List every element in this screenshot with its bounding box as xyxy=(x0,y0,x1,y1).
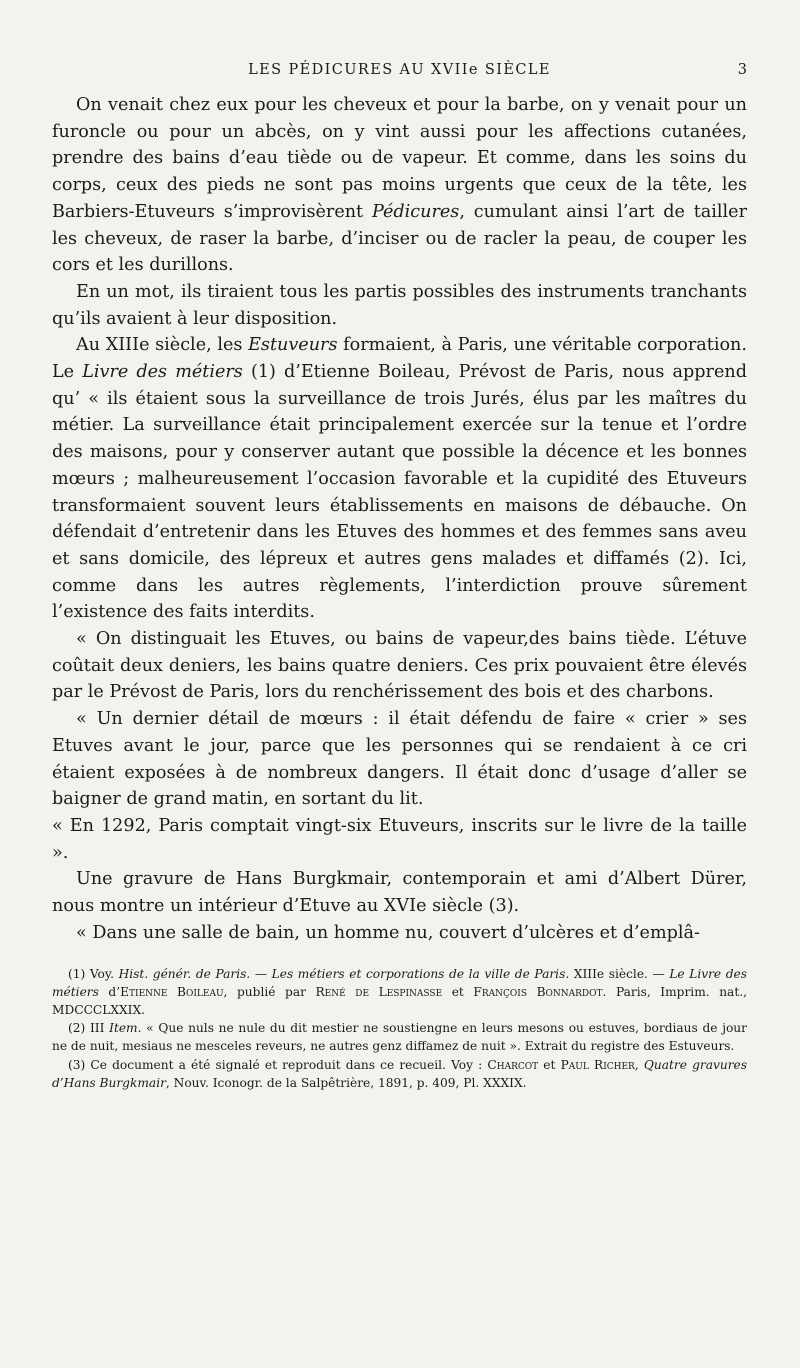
running-head xyxy=(52,62,747,88)
footnote-2: (2) III Item. « Que nuls ne nule du dit mestier ne soustiengne en leurs mesons ou estuves, bordiaus de jour ne de nuit, mesiaus ne mesceles reveurs, ne autres genz diffamez de nuit ». Extrait du registre des Estuveurs. xyxy=(52,1021,747,1054)
footnote-1: (1) Voy. Hist. génér. de Paris. — Les métiers et corporations de la ville de Paris. XIIIe siècle. — Le Livre des métiers d’Etienne Boileau, publié par René de Lespinasse et François Bonnardot. Paris, Imprim. nat., MDCCCLXXIX. xyxy=(52,966,748,1017)
paragraph-1: On venait chez eux pour les cheveux et pour la barbe, on y venait pour un furoncle ou pour un abcès, on y vint aussi pour les affections cutanées, prendre des bains d’eau tiède ou de vapeur. Et comme, dans les soins du corps, ceux des pieds ne sont pas moins urgents que ceux de la tête, les Barbiers-Etuveurs s’improvisèrent Pédicures, cumulant ainsi l’art de tailler les cheveux, de raser la barbe, d’inciser ou de racler la peau, de couper les cors et les durillons. xyxy=(52,95,747,276)
footnotes xyxy=(52,965,747,1092)
paragraph-6: « En 1292, Paris comptait vingt-six Etuveurs, inscrits sur le livre de la taille ». xyxy=(52,815,747,863)
body-text xyxy=(52,92,747,947)
paragraph-5: « Un dernier détail de mœurs : il était défendu de faire « crier » ses Etuves avant le jour, parce que les personnes qui se rendaient à ce cri étaient exposées à de nombreux dangers. Il était donc d’usage d’aller se baigner de grand matin, en sortant du lit. xyxy=(52,709,747,810)
book-page xyxy=(52,62,747,1092)
paragraph-8: « Dans une salle de bain, un homme nu, couvert d’ulcères et d’emplâ- xyxy=(76,922,700,943)
paragraph-4: « On distinguait les Etuves, ou bains de vapeur,des bains tiède. L’étuve coûtait deux deniers, les bains quatre deniers. Ces prix pouvaient être élevés par le Prévost de Paris, lors du renchérissement des bois et des charbons. xyxy=(52,629,747,703)
page-number: 3 xyxy=(737,62,747,78)
paragraph-7: Une gravure de Hans Burgkmair, contemporain et ami d’Albert Dürer, nous montre un intérieur d’Etuve au XVIe siècle (3). xyxy=(52,869,747,917)
paragraph-2: En un mot, ils tiraient tous les partis possibles des instruments tranchants qu’ils avaient à leur disposition. xyxy=(52,281,747,329)
footnote-3: (3) Ce document a été signalé et reproduit dans ce recueil. Voy : Charcot et Paul Richer, Quatre gravures d’Hans Burgkmair, Nouv. Iconogr. de la Salpêtrière, 1891, p. 409, Pl. XXXIX. xyxy=(52,1057,748,1090)
paragraph-3: Au XIIIe siècle, les Estuveurs formaient, à Paris, une véritable corporation. Le Livre des métiers (1) d’Etienne Boileau, Prévost de Paris, nous apprend qu’ « ils étaient sous la surveillance de trois Jurés, élus par les maîtres du métier. La surveillance était principalement exercée sur la tenue et l’ordre des maisons, pour y conserver autant que possible la décence et les bonnes mœurs ; malheureusement l’occasion favorable et la cupidité des Etuveurs transformaient souvent leurs établissements en maisons de débauche. On défendait d’entretenir dans les Etuves des hommes et des femmes sans aveu et sans domicile, des lépreux et autres gens malades et diffamés (2). Ici, comme dans les autres règlements, l’interdiction prouve sûrement l’existence des faits interdits. xyxy=(52,335,747,623)
running-title: LES PÉDICURES AU XVIIe SIÈCLE xyxy=(248,62,551,78)
